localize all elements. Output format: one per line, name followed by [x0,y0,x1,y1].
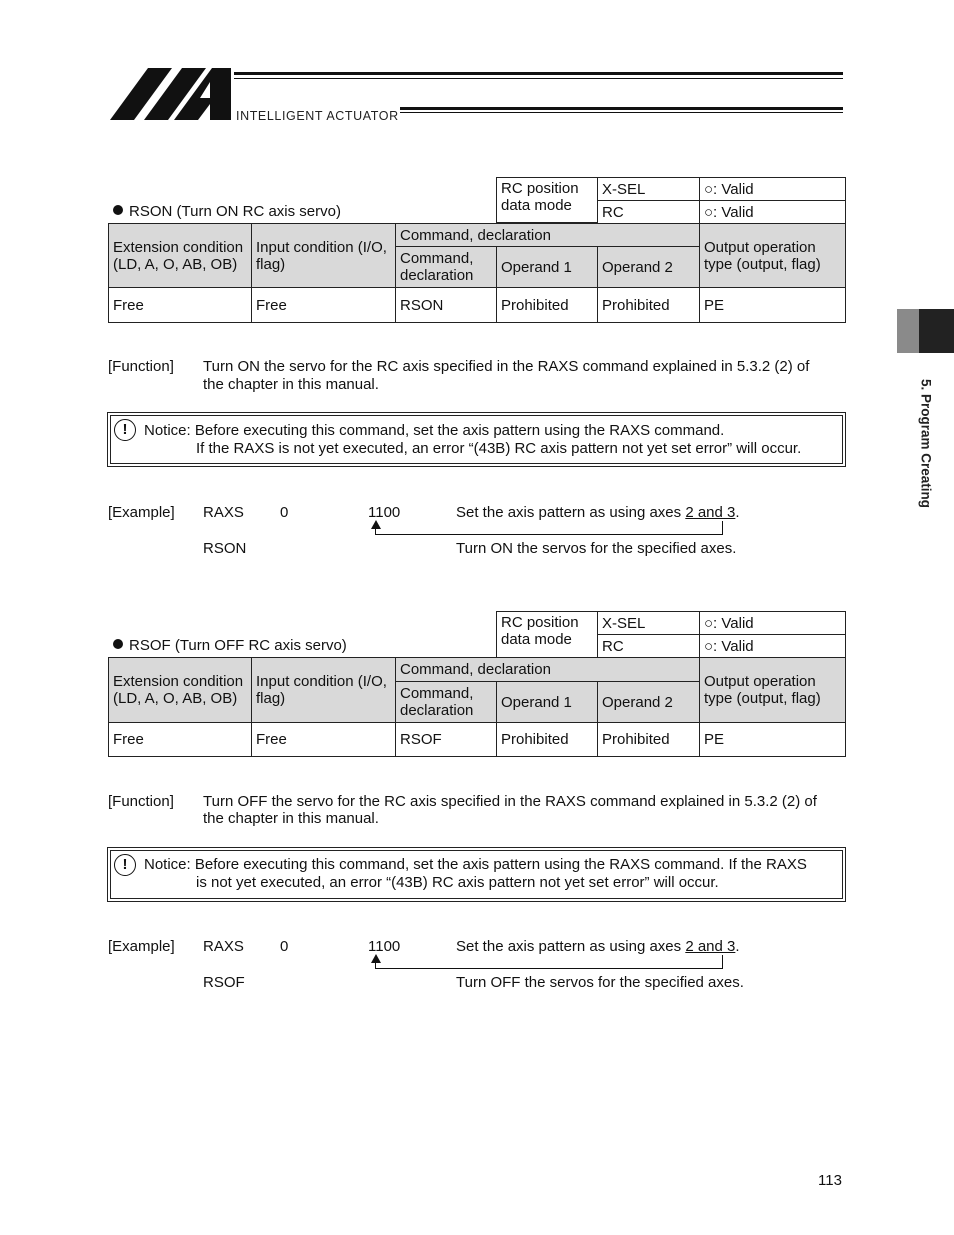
cell-command: RSON [395,287,497,323]
warning-icon: ! [114,854,136,876]
cell-operand-1: Prohibited [496,287,598,323]
mode-row-value: ○: Valid [699,611,846,635]
example-label: [Example] [108,938,175,955]
mode-row-name: X-SEL [597,611,700,635]
chapter-tab-dark [919,309,954,353]
example-operand-2: 1100 [368,504,401,521]
header-rule-mid [234,78,843,79]
bullet-icon [113,639,123,649]
chapter-side-label: 5. Program Creating [918,378,934,509]
header-operand-1: Operand 1 [496,246,598,288]
logo-text: INTELLIGENT ACTUATOR [236,109,399,123]
page-number: 113 [818,1172,842,1189]
example-label: [Example] [108,504,175,521]
example-comment-1: Set the axis pattern as using axes 2 and 3. [456,504,740,521]
example-comment-1: Set the axis pattern as using axes 2 and 3. [456,938,740,955]
example-operand-2: 1100 [368,938,401,955]
section-title: RSOF (Turn OFF RC axis servo) [113,637,347,654]
header-command: Command, declaration [395,681,497,723]
function-text-line2: the chapter in this manual. [203,376,379,393]
mode-label: RC position data mode [496,611,598,658]
header-extension-condition: Extension condition (LD, A, O, AB, OB) [108,657,252,723]
cell-operand-1: Prohibited [496,722,598,757]
header-command-group: Command, declaration [395,223,700,247]
header-operand-2: Operand 2 [597,246,700,288]
function-label: [Function] [108,793,174,810]
notice-line2: is not yet executed, an error “(43B) RC axis pattern not yet set error” will occur. [196,874,719,891]
function-text-line2: the chapter in this manual. [203,810,379,827]
cell-extension: Free [108,287,252,323]
notice-line1: Notice: Before executing this command, set the axis pattern using the RAXS command. [144,422,725,439]
example-cmd-2: RSON [203,540,247,557]
chapter-tab-light [897,309,919,353]
mode-row-name: RC [597,200,700,224]
mode-label: RC position data mode [496,177,598,223]
header-output-type: Output operation type (output, flag) [699,657,846,723]
header-command-group: Command, declaration [395,657,700,682]
cell-input: Free [251,287,396,323]
mode-row-name: X-SEL [597,177,700,201]
cell-output: PE [699,722,846,757]
cell-input: Free [251,722,396,757]
cell-operand-2: Prohibited [597,722,700,757]
warning-icon: ! [114,419,136,441]
example-operand-1: 0 [280,504,289,521]
section-title: RSON (Turn ON RC axis servo) [113,203,341,220]
example-comment-2: Turn OFF the servos for the specified axes. [456,974,744,991]
bit-bracket [375,955,723,969]
example-cmd-1: RAXS [203,504,244,521]
header-rule-top [234,72,843,75]
header-extension-condition: Extension condition (LD, A, O, AB, OB) [108,223,252,288]
iai-logo [110,68,234,124]
cell-output: PE [699,287,846,323]
function-text-line1: Turn OFF the servo for the RC axis specified in the RAXS command explained in 5.3.2 (2) of [203,793,817,810]
mode-row-value: ○: Valid [699,177,846,201]
function-text-line1: Turn ON the servo for the RC axis specified in the RAXS command explained in 5.3.2 (2) of [203,358,810,375]
header-rule-low2 [400,112,843,113]
header-operand-1: Operand 1 [496,681,598,723]
bit-bracket [375,521,723,535]
header-input-condition: Input condition (I/O, flag) [251,223,396,288]
header-operand-2: Operand 2 [597,681,700,723]
header-rule-low [400,107,843,110]
notice-line1: Notice: Before executing this command, set the axis pattern using the RAXS command. If the RAXS [144,856,807,873]
example-comment-2: Turn ON the servos for the specified axes. [456,540,737,557]
cell-operand-2: Prohibited [597,287,700,323]
bullet-icon [113,205,123,215]
mode-row-value: ○: Valid [699,200,846,224]
header-output-type: Output operation type (output, flag) [699,223,846,288]
mode-row-name: RC [597,634,700,658]
header-command: Command, declaration [395,246,497,288]
example-cmd-1: RAXS [203,938,244,955]
notice-line2: If the RAXS is not yet executed, an error “(43B) RC axis pattern not yet set error” will occur. [196,440,802,457]
mode-row-value: ○: Valid [699,634,846,658]
cell-extension: Free [108,722,252,757]
function-label: [Function] [108,358,174,375]
cell-command: RSOF [395,722,497,757]
example-cmd-2: RSOF [203,974,245,991]
header-input-condition: Input condition (I/O, flag) [251,657,396,723]
example-operand-1: 0 [280,938,289,955]
